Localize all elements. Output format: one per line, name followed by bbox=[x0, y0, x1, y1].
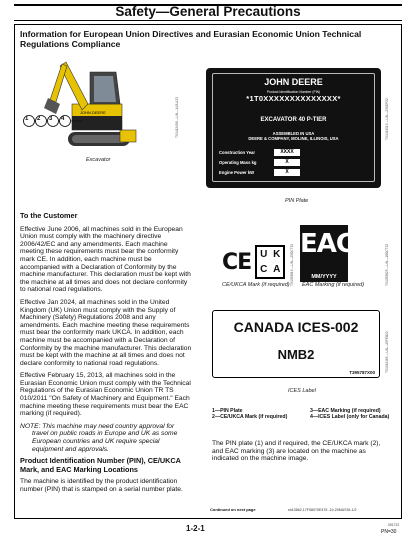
section-title: Information for European Union Directives and Eurasian Economic Union Technical Regulations Compliance bbox=[20, 29, 362, 49]
eac-caption: EAC Marking (if required) bbox=[302, 282, 365, 288]
excavator-caption: Excavator bbox=[86, 157, 111, 163]
callout-number-1: 1 bbox=[25, 116, 29, 122]
ices-figure-code: TX1342465 —UN—25FEB22 bbox=[385, 331, 389, 373]
plate-brand: JOHN DEERE bbox=[264, 77, 323, 87]
callout-number-4: 4 bbox=[61, 116, 65, 122]
excavator-illustration bbox=[20, 52, 145, 157]
paragraph-uk: Effective Jan 2024, all machines sold in the United Kingdom (UK) Union must comply with the Supply of Machinery (Safety) Regulations 2008 and any amendments. Each machine meeting these requirements must bear the conformity mark UKCA. In addition, each machine must be accompanied with a Declaration of Conformity by the machine manufacturer. This declaration must be kept with the machine at all times and does not declare conformity to national road regulations. bbox=[20, 298, 192, 367]
paragraph-pin: The machine is identified by the product identification number (PIN) that is stamped on a serial number plate. bbox=[20, 478, 183, 493]
page-title: Safety—General Precautions bbox=[115, 4, 301, 19]
continued-note: Continued on next page bbox=[210, 507, 256, 512]
eac-date: MM/YYYY bbox=[311, 274, 337, 280]
ce-logo: CE bbox=[222, 249, 252, 275]
location-paragraph: The PIN plate (1) and if required, the CE/UKCA mark (2), and EAC marking (3) are located on the machine as indicated on the machine image. bbox=[212, 440, 381, 463]
ices-caption: ICES Label bbox=[288, 388, 316, 394]
ices-line2: NMB2 bbox=[277, 347, 315, 362]
paragraph-eu: Effective June 2006, all machines sold in the European Union must comply with the machinery directive 2006/42/EC and any amendments. Each machine meeting these requirements must bear the conformity mark CE. In addition, each machine must be accompanied with a Declaration of Conformity by the machine manufacturer. This declaration must be kept with the machine at all times and does not declare conformity to national road regulations. bbox=[20, 225, 191, 294]
pin-plate-figure-code: TX1413019 —UN—23SEP22 bbox=[385, 98, 389, 140]
svg-text:JOHN DEERE: JOHN DEERE bbox=[80, 110, 106, 115]
plate-row: Engine Power kW X bbox=[219, 167, 300, 177]
eac-marking bbox=[300, 225, 354, 282]
ices-label bbox=[212, 310, 380, 378]
heading-to-the-customer: To the Customer bbox=[20, 211, 78, 220]
left-column bbox=[20, 212, 192, 494]
plate-model: EXCAVATOR 40 P-TIER bbox=[260, 117, 327, 123]
excavator-figure-code: TX1412458 —UN—14JUL22 bbox=[175, 96, 179, 138]
callout-number-3: 3 bbox=[49, 116, 53, 122]
pin-plate bbox=[206, 68, 381, 188]
legend-item: 4—ICES Label (only for Canada) bbox=[310, 414, 390, 420]
plate-row: Construction Year XXXX bbox=[219, 147, 300, 157]
legend-col-2 bbox=[310, 408, 390, 420]
paragraph-eurasian: Effective February 15, 2013, all machines sold in the Eurasian Economic Union must comply with the Technical Regulations of the Eurasian Economic Union TR TS 010/2011 "On Safety of Machinery and Equipment." Each machine meeting these requirements must bear the EAC marking (if required). bbox=[20, 372, 191, 418]
legend-item: 1—PIN Plate bbox=[212, 408, 243, 414]
road-note: NOTE: This machine may need country approval for travel on public roads in Europe and UK as some European countries and UK require special equipment and approvals. bbox=[20, 422, 178, 453]
page-number: 1-2-1 bbox=[186, 524, 205, 533]
pin-plate-caption: PIN Plate bbox=[285, 198, 309, 204]
plate-pin-number: *1T0XXXXXXXXXXXXXX* bbox=[246, 94, 341, 103]
plate-pin-label: Product Identification Number (PIN) bbox=[266, 90, 321, 94]
ices-code: T395787X00 bbox=[349, 370, 375, 375]
document-code: sh10862,17F58070E475 -19-20MAY26-1/2 bbox=[288, 508, 357, 512]
ce-figure-code: TX1353819 —UN—25OCT22 bbox=[290, 243, 294, 286]
eac-figure-code: TX1353825 —UN—18OCT22 bbox=[385, 243, 389, 286]
plate-row: Operating Mass kg X bbox=[219, 157, 300, 167]
legend-col-1 bbox=[212, 408, 302, 420]
pn-number: PN=30 bbox=[381, 529, 397, 535]
legend-item: 3—EAC Marking (if required) bbox=[310, 408, 381, 414]
heading-pin-locations: Product Identification Number (PIN), CE/UKCA Mark, and EAC Marking Locations bbox=[20, 456, 181, 474]
plate-rows bbox=[219, 147, 300, 177]
callout-number-2: 2 bbox=[37, 116, 41, 122]
plate-assembly: ASSEMBLED IN USA DEERE & COMPANY, MOLINE, ILLINOIS, USA bbox=[248, 131, 339, 141]
ukca-logo: U K C A bbox=[255, 245, 285, 279]
ce-ukca-caption: CE/UKCA Mark (if required) bbox=[222, 282, 290, 288]
eac-logo: EAC bbox=[300, 229, 354, 259]
legend-item: 2—CE/UKCA Mark (if required) bbox=[212, 414, 288, 420]
ices-line1: CANADA ICES-002 bbox=[233, 319, 359, 335]
footer-small-code: 051722 bbox=[388, 523, 400, 527]
